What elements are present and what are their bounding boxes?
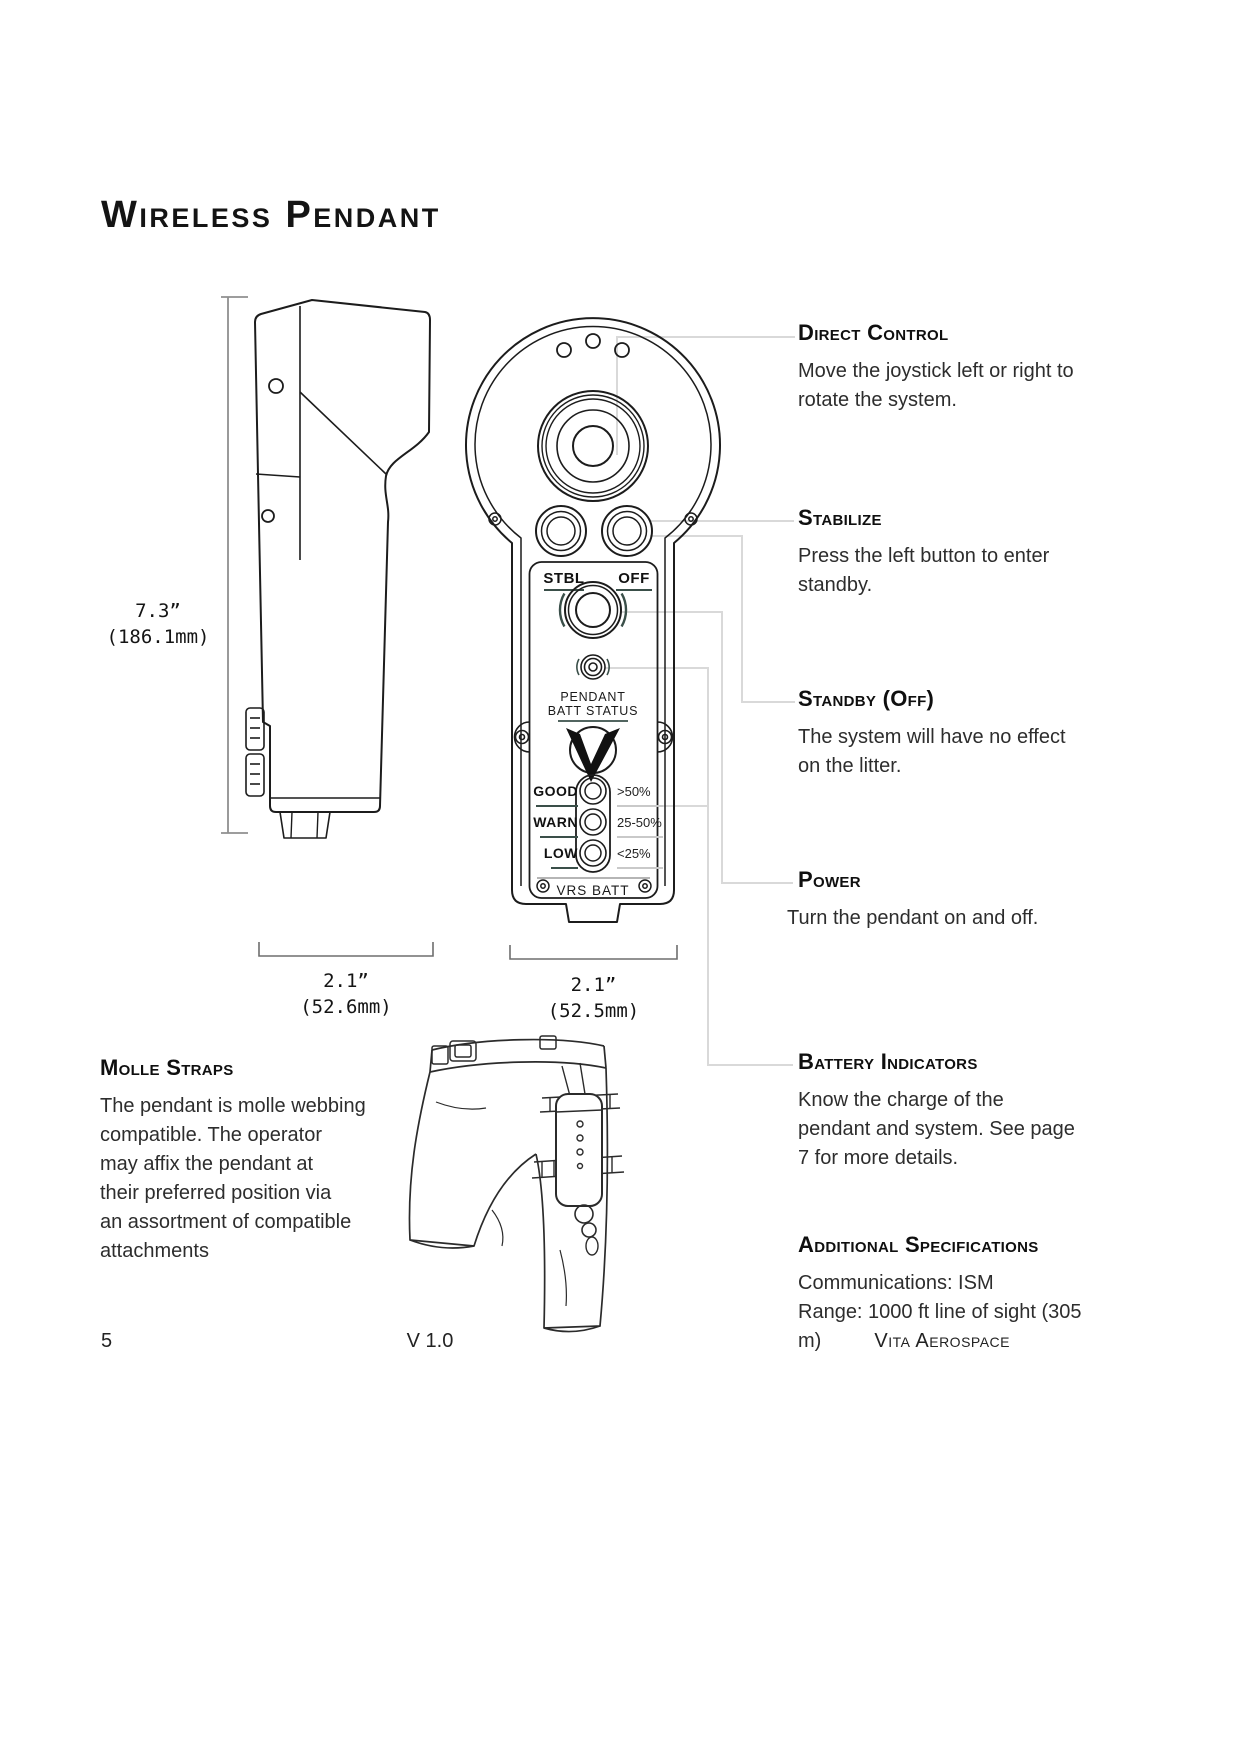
annotation-battery-indicators — [798, 1049, 1098, 1173]
annotation-line: rotate the system. — [798, 389, 957, 411]
footer-company: Vita Aerospace — [874, 1330, 1010, 1352]
annotation-heading: Additional Specifications — [798, 1232, 1039, 1257]
dim-side-width — [259, 968, 433, 1020]
annotation-line: 7 for more details. — [798, 1147, 959, 1169]
annotation-line: Turn the pendant on and off. — [787, 907, 1039, 929]
annotation-body — [798, 542, 1118, 600]
section-line: their preferred position via — [100, 1182, 332, 1204]
side-foot-tab — [280, 812, 330, 838]
good-value: >50% — [617, 784, 651, 799]
pendant-side-view — [246, 300, 430, 838]
warn-value: 25-50% — [617, 815, 662, 830]
footer-page-number: 5 — [101, 1330, 113, 1352]
section-line: an assortment of compatible — [100, 1211, 352, 1233]
pendant-front-view — [466, 318, 720, 922]
dim-side-width-mm: (52.6mm) — [300, 996, 392, 1018]
annotation-line: m) — [798, 1330, 822, 1352]
section-line: compatible. The operator — [100, 1124, 322, 1146]
dim-front-width — [510, 972, 677, 1024]
dim-side-width-in: 2.1” — [323, 970, 369, 992]
low-label: LOW — [543, 845, 578, 861]
section-heading: Molle Straps — [100, 1055, 234, 1080]
dim-side-height-in: 7.3” — [135, 600, 181, 622]
annotation-body — [798, 723, 1118, 781]
warn-label: WARN — [533, 814, 578, 830]
annotation-line: Press the left button to enter — [798, 545, 1050, 567]
dim-front-width-in: 2.1” — [570, 974, 617, 996]
footer-version: V 1.0 — [406, 1330, 454, 1352]
batt-status-label-2: BATT STATUS — [547, 704, 639, 718]
annotation-body — [787, 904, 1118, 933]
annotation-line: pendant and system. See page — [798, 1118, 1075, 1140]
annotation-line: Communications: ISM — [798, 1272, 994, 1294]
good-label: GOOD — [533, 783, 578, 799]
section-line: attachments — [100, 1240, 209, 1262]
low-value: <25% — [617, 846, 651, 861]
dim-side-height-mm: (186.1mm) — [106, 626, 210, 648]
stabilize-button[interactable] — [536, 506, 586, 556]
side-screw-lower — [262, 510, 274, 522]
battery-indicator-column — [576, 775, 610, 872]
annotation-body — [798, 1086, 1098, 1173]
annotation-stabilize — [798, 505, 1118, 600]
annotation-heading: Battery Indicators — [798, 1049, 978, 1074]
joystick[interactable] — [538, 391, 648, 501]
pants-wearing-illustration — [409, 1036, 624, 1332]
molle-clip-icon — [246, 708, 264, 796]
vita-logo-icon — [566, 727, 620, 782]
annotation-line: Know the charge of the — [798, 1089, 1004, 1111]
batt-status-label-1: PENDANT — [560, 690, 626, 704]
annotation-direct-control — [798, 320, 1146, 415]
annotation-body — [798, 357, 1146, 415]
section-body — [100, 1092, 430, 1266]
leader-lines — [605, 337, 795, 1065]
dim-side-height — [88, 598, 228, 650]
annotation-heading: Standby (Off) — [798, 686, 935, 711]
dim-front-width-mm: (52.5mm) — [547, 1000, 640, 1022]
pendant-batt-status-led — [577, 655, 609, 679]
annotation-line: standby. — [798, 574, 873, 596]
annotation-line: The system will have no effect — [798, 726, 1066, 748]
section-molle-straps — [100, 1055, 430, 1266]
annotation-standby-off — [798, 686, 1118, 781]
pendant-on-thigh — [556, 1094, 602, 1255]
vrs-batt-label: VRS BATT — [556, 883, 630, 898]
annotation-heading: Stabilize — [798, 505, 882, 530]
side-screw-upper — [269, 379, 283, 393]
page-title: Wireless Pendant — [101, 194, 441, 236]
annotation-line: Range: 1000 ft line of sight (305 — [798, 1301, 1082, 1323]
section-line: The pendant is molle webbing — [100, 1095, 366, 1117]
annotation-heading: Direct Control — [798, 320, 949, 345]
annotation-power — [787, 867, 1118, 933]
annotation-line: on the litter. — [798, 755, 902, 777]
stbl-label: STBL — [543, 570, 585, 587]
section-line: may affix the pendant at — [100, 1153, 314, 1175]
right-button[interactable] — [602, 506, 652, 556]
annotation-heading: Power — [798, 867, 861, 892]
off-label: OFF — [618, 570, 650, 587]
annotation-line: Move the joystick left or right to — [798, 360, 1074, 382]
